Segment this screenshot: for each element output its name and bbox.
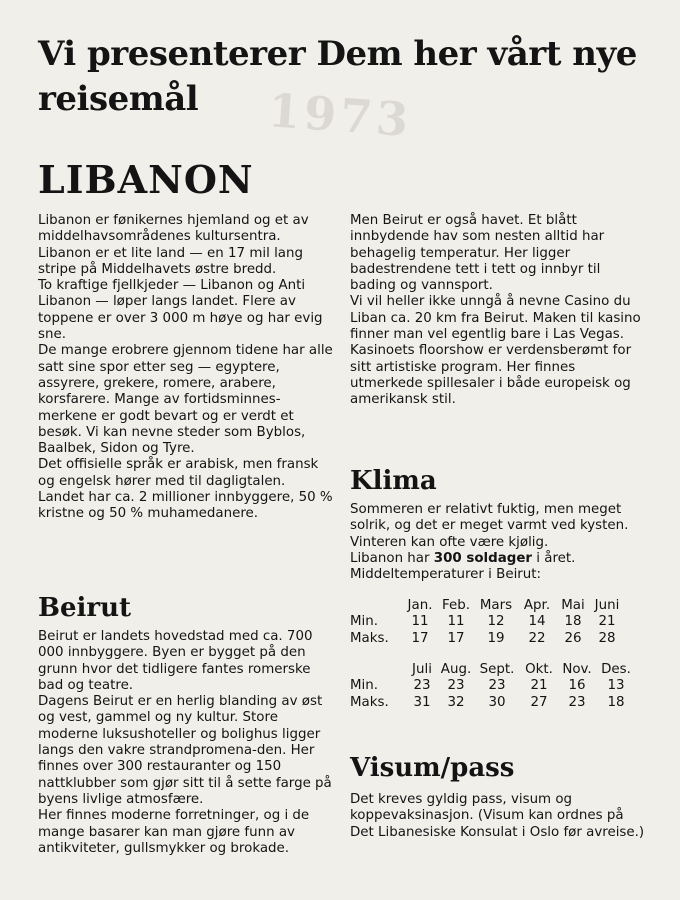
value-cell: 11 (411, 614, 429, 630)
month-cell: Sept. (479, 662, 515, 677)
month-cell: Jan. (407, 598, 433, 613)
sea-casino-text: Men Beirut er også havet. Et blått innbydende hav som nesten alltid har behagelig temperatur. Her ligger badestrendene tett i tett og innbyr til bading og vannsport. Vi vil heller ikke unngå å nevne Casino du Liban ca. 20 km fra Beirut. Maken til kasino finner man vel egentlig bare i Las Vegas. Kasinoets floorshow er verdensberømt for sitt artistiske program. Her finnes utmerkede spillesaler i både europeisk og amerikansk stil. (350, 213, 641, 408)
value-cell: 27 (530, 694, 548, 710)
value-cell: 26 (564, 630, 582, 646)
row-label: Min. (350, 614, 379, 630)
value-cell: 19 (487, 630, 505, 646)
background-watermark: 1973 (266, 83, 414, 148)
sun-days-highlight: 300 soldager (433, 550, 533, 566)
value-cell: 13 (607, 678, 625, 694)
month-cell: Mai (561, 598, 585, 613)
month-cell: Mars (479, 598, 513, 613)
beirut-heading: Beirut (38, 593, 132, 623)
visum-heading: Visum/pass (350, 753, 515, 783)
temperature-table-jan-jun (350, 598, 624, 647)
value-cell: 18 (564, 614, 582, 630)
row-label: Maks. (350, 694, 389, 710)
temperature-table-jul-des (350, 662, 636, 711)
value-cell: 18 (607, 694, 625, 710)
value-cell: 23 (413, 678, 431, 694)
intro-text: Libanon er fønikernes hjemland og et av middelhavsområdenes kultursentra. Libanon er et lite land — en 17 mil lang stripe på Middelhavets østre bredd. To kraftige fjellkjeder — Libanon og Anti Libanon — løper langs landet. Flere av toppene er over 3 000 m høye og har evig sne. De mange erobrere gjennom tidene har alle satt sine spor etter seg — egyptere, assyrere, grekere, romere, arabere, korsfarere. Mange av fortidsminnes-merkene er godt bevart og er verdt et besøk. Vi kan nevne steder som Byblos, Baalbek, Sidon og Tyre. Det offisielle språk er arabisk, men fransk og engelsk hører med til dagligtalen. Landet har ca. 2 millioner innbyggere, 50 % kristne og 50 % muhamedanere. (38, 213, 333, 522)
month-cell: Feb. (442, 598, 470, 613)
klima-heading: Klima (350, 466, 437, 496)
value-cell: 21 (530, 678, 548, 694)
month-row (350, 598, 624, 614)
value-cell: 23 (488, 678, 506, 694)
month-cell: Nov. (562, 662, 592, 677)
visum-text: Det kreves gyldig pass, visum og koppevaksinasjon. (Visum kan ordnes på Det Libanesiske Konsulat i Oslo før avreise.) (350, 792, 645, 840)
value-cell: 31 (413, 694, 431, 710)
value-cell: 11 (447, 614, 465, 630)
month-cell: Okt. (525, 662, 553, 677)
value-cell: 28 (598, 630, 616, 646)
value-cell: 32 (447, 694, 465, 710)
value-cell: 12 (487, 614, 505, 630)
month-row (350, 662, 636, 678)
month-cell: Apr. (523, 598, 551, 613)
value-cell: 21 (598, 614, 616, 630)
row-label: Maks. (350, 630, 389, 646)
page-headline: Vi presenterer Dem her vårt nye reisemål (38, 34, 637, 119)
value-cell: 22 (528, 630, 546, 646)
value-cell: 23 (568, 694, 586, 710)
maks-row (350, 631, 624, 647)
country-title: LIBANON (38, 157, 254, 202)
row-label: Min. (350, 678, 379, 694)
klima-text: Sommeren er relativt fuktig, men meget solrik, og det er meget varmt ved kysten. Vinteren kan ofte være kjølig. Libanon har 300 soldager i året. Middeltemperaturer i Beirut: (350, 502, 629, 583)
value-cell: 30 (488, 694, 506, 710)
min-row (350, 614, 624, 630)
month-cell: Aug. (440, 662, 472, 677)
maks-row (350, 695, 636, 711)
month-cell: Juli (412, 662, 432, 677)
beirut-text: Beirut er landets hovedstad med ca. 700 000 innbyggere. Byen er bygget på den grunn hvor det tidligere fantes romerske bad og teatre. Dagens Beirut er en herlig blanding av øst og vest, gammel og ny kultur. Store moderne luksushoteller og bolighus ligger langs den vakre strandpromena-den. Her finnes over 300 restauranter og 150 nattklubber som gjør sitt til å sette farge på byens livlige atmosfære. Her finnes moderne forretninger, og i de mange basarer kan man gjøre funn av antikviteter, gullsmykker og brokade. (38, 629, 332, 856)
value-cell: 14 (528, 614, 546, 630)
min-row (350, 678, 636, 694)
month-cell: Juni (594, 598, 620, 613)
value-cell: 23 (447, 678, 465, 694)
value-cell: 16 (568, 678, 586, 694)
value-cell: 17 (447, 630, 465, 646)
month-cell: Des. (601, 662, 631, 677)
value-cell: 17 (411, 630, 429, 646)
